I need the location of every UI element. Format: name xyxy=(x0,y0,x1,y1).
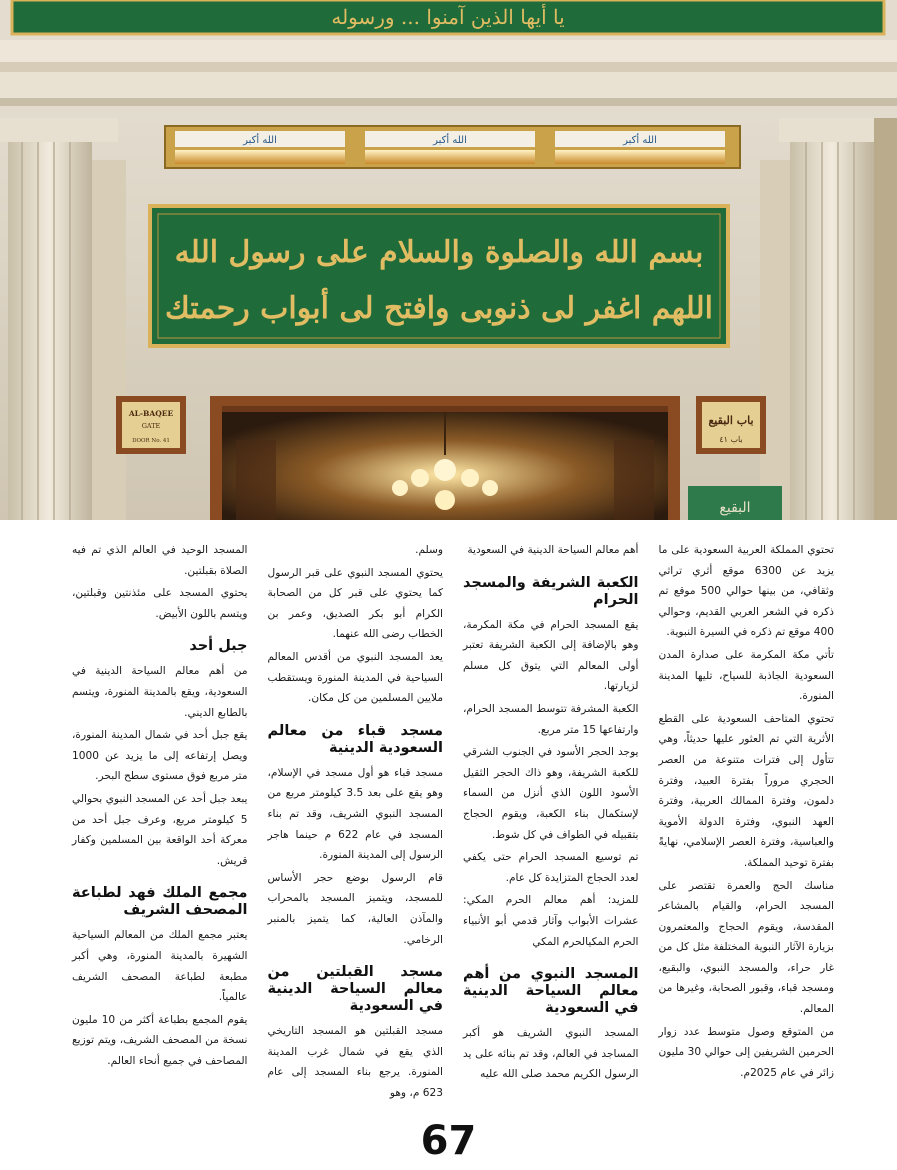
section-heading: مسجد القبلتين من معالم السياحة الدينية في السعودية xyxy=(267,964,443,1015)
sign-left-gate: GATE xyxy=(141,422,161,430)
paragraph: مسجد قباء هو أول مسجد في الإسلام، وهو يقع على بعد 3.5 كيلومتر مربع من المسجد النبوي الشريف، وقد تم بناء المسجد في عام 622 م حينما هاجر الرسول إلى المدينة المنورة. xyxy=(267,766,444,862)
lantern-label-1: الله أكبر xyxy=(243,135,277,146)
text-column-4 xyxy=(72,540,248,1080)
paragraph: أهم معالم السياحة الدينية في السعودية xyxy=(467,544,639,556)
sign-lower-right: البقيع xyxy=(719,500,751,516)
paragraph: من المتوقع وصول متوسط عدد زوار الحرمين الشريفين إلى حوالي 30 مليون زائر في عام 2025م. xyxy=(658,1025,834,1079)
al-baqee-sign xyxy=(116,396,186,454)
section-heading: مجمع الملك فهد لطباعة المصحف الشريف xyxy=(72,885,248,919)
paragraph: يقع المسجد الحرام في مكة المكرمة، وهو بالإضافة إلى الكعبة الشريفة تعتبر أولى المعالم التي يتوق كل مسلم لزيارتها. xyxy=(463,618,639,693)
section-heading: الكعبة الشريفة والمسجد الحرام xyxy=(463,574,639,608)
paragraph: يوجد الحجر الأسود في الجنوب الشرقي للكعبة الشريفة، وهو ذاك الحجر الثقيل الأسود اللون الذي أنزل من السماء لإستكمال بناء الكعبة، ويقوم الحجاج بتقبيله في الطواف في كل شوط. xyxy=(463,746,639,841)
text-column-1 xyxy=(659,540,835,1080)
lantern-label-3: الله أكبر xyxy=(623,135,657,146)
gate-doorway xyxy=(210,396,680,520)
left-column xyxy=(0,118,126,520)
paragraph: وسلم. xyxy=(415,544,443,556)
sign-right-door: باب ٤١ xyxy=(719,435,743,444)
paragraph: للمزيد: أهم معالم الحرم المكي: عشرات الأبواب وآثار قدمي أبو الأنبياء الحرم المكيالحرم المكي xyxy=(463,894,639,948)
paragraph: تحتوي المتاحف السعودية على القطع الأثرية التي تم العثور عليها حديثاً، وهي تتأول إلى فترات متنوعة من العصر الحجري مروراً بفترة العبيد، وفترة دلمون، وفترة الممالك العربية، وفترة العهد النبوي، وفترة الدولة الأموية والعباسية، وفترة العصر الإسلامي، نهايةً بفترة توحيد المملكة. xyxy=(658,712,834,869)
paragraph: يقوم المجمع بطباعة أكثر من 10 مليون نسخة من المصحف الشريف، ويتم توزيع المصاحف في جميع أنحاء العالم. xyxy=(72,1013,248,1067)
baqee-lower-sign xyxy=(688,486,782,520)
paragraph: مناسك الحج والعمرة تقتصر على المسجد الحرام، والقيام بالمشاعر المقدسة، ويقوم الحجاج والمعتمرون بزيارة الآثار النبوية المختلفة مثل كل من غار حراء، والمسجد النبوي، والبقيع، ومسجد قباء، وقبور الصحابة، وغيرها من المعالم. xyxy=(658,879,834,1016)
paragraph: يبعد جبل أحد عن المسجد النبوي بحوالي 5 كيلومتر مربع، وعرف جبل أحد من معركة أحد الواقعة بين المسلمين وكفار قريش. xyxy=(72,792,248,867)
paragraph: تأتي مكة المكرمة على صدارة المدن السعودية الجاذبة للسياح، تليها المدينة المنورة. xyxy=(658,648,834,703)
panel-line-1: بسم الله والصلوة والسلام على رسول الله xyxy=(174,235,704,270)
section-heading: جبل أحد xyxy=(189,638,248,655)
sign-left-name: AL-BAQEE xyxy=(128,409,174,418)
lantern-row xyxy=(165,126,740,168)
paragraph: تم توسيع المسجد الحرام حتى يكفي لعدد الحجاج المتزايدة كل عام. xyxy=(463,851,639,884)
sign-left-door: DOOR No. 41 xyxy=(132,438,170,444)
lantern-label-2: الله أكبر xyxy=(433,135,467,146)
paragraph: المسجد النبوي الشريف هو أكبر المساجد في العالم، وقد تم بنائه على يد الرسول الكريم محمد صلى الله عليه xyxy=(463,1027,639,1081)
paragraph: يحتوي المسجد النبوي على قبر الرسول كما يحتوي على قبر كل من الصحابة الكرام أبو بكر الصديق، وعمر بن الخطاب رضى الله عنهما. xyxy=(267,566,443,641)
right-column xyxy=(760,118,897,520)
panel-line-2: اللهم اغفر لى ذنوبى وافتح لى أبواب رحمتك xyxy=(165,291,713,326)
calligraphy-panel xyxy=(150,206,728,346)
paragraph: قام الرسول بوضع حجر الأساس للمسجد، ويتميز المسجد بالمحراب والمآذن العالية، كما يتميز بالمنبر الرخامي. xyxy=(267,871,443,946)
section-heading: المسجد النبوي من أهم معالم السياحة الدينية في السعودية xyxy=(463,966,639,1017)
paragraph: الكعبة المشرفة تتوسط المسجد الحرام، وارتفاعها 15 متر مربع. xyxy=(463,702,639,736)
section-heading: مسجد قباء من معالم السعودية الدينية xyxy=(267,722,443,756)
paragraph: يعتبر مجمع الملك من المعالم السياحية الشهيرة بالمدينة المنورة، وهي أكبر مطبعة لطباعة المصحف الشريف عالمياً. xyxy=(72,929,248,1004)
top-frieze-text: يا أيها الذين آمنوا ... ورسوله xyxy=(331,5,565,29)
paragraph: يحتوي المسجد على مئذنتين وقبلتين، ويتسم باللون الأبيض. xyxy=(72,587,248,620)
paragraph: تحتوي المملكة العربية السعودية على ما يزيد عن 6300 موقع أثري تراثي وثقافي، من بينها حوالي 500 موقع تم ذكره في الشعر العربي القديم، وحوالي 400 موقع تم ذكره في السيرة النبوية. xyxy=(658,544,834,639)
article-body xyxy=(72,540,834,1099)
paragraph: يقع جبل أحد في شمال المدينة المنورة، ويصل إرتفاعه إلى ما يزيد عن 1000 متر مربع فوق مستوى سطح البحر. xyxy=(72,729,248,783)
page-number: 67 xyxy=(420,1118,477,1164)
baqee-gate-illustration xyxy=(0,0,897,520)
baab-al-baqee-sign xyxy=(696,396,766,454)
paragraph: من أهم معالم السياحة الدينية في السعودية، ويقع بالمدينة المنورة، ويتسم بالطابع الديني. xyxy=(72,665,248,719)
paragraph: المسجد الوحيد في العالم الذي تم فيه الصلاة بقبلتين. xyxy=(72,544,248,577)
paragraph: يعد المسجد النبوي من أقدس المعالم السياحية في المدينة المنورة ويستقطب ملايين المسلمين من كل مكان. xyxy=(267,650,443,705)
text-column-2 xyxy=(463,540,639,1080)
text-column-3 xyxy=(267,540,444,1099)
mosque-gate-photo xyxy=(0,0,897,520)
paragraph: مسجد القبلتين هو المسجد التاريخي الذي يقع في شمال غرب المدينة المنورة. يرجع بناء المسجد إلى عام 623 م، وهو xyxy=(267,1025,443,1099)
sign-right-name: باب البقيع xyxy=(708,414,754,427)
